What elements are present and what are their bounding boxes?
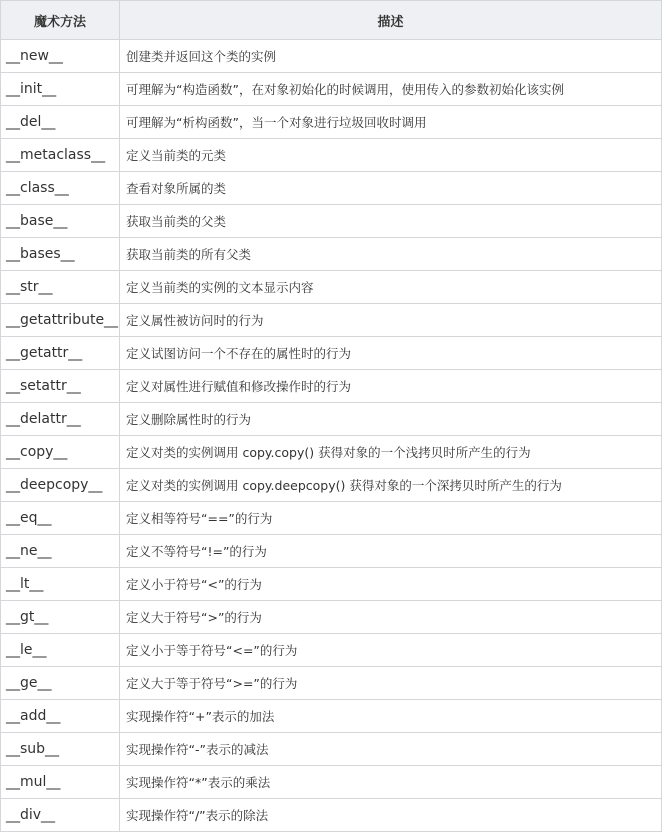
- method-name-cell: __new__: [1, 40, 120, 73]
- table-row: [1, 238, 662, 271]
- method-name-cell: __del__: [1, 106, 120, 139]
- column-header-description: 描述: [120, 1, 662, 40]
- table-row: [1, 502, 662, 535]
- table-row: [1, 667, 662, 700]
- method-name-cell: __deepcopy__: [1, 469, 120, 502]
- method-name-cell: __ge__: [1, 667, 120, 700]
- method-name-cell: __gt__: [1, 601, 120, 634]
- method-description-cell: 定义相等符号“==”的行为: [120, 502, 662, 535]
- method-description-cell: 获取当前类的所有父类: [120, 238, 662, 271]
- method-name-cell: __getattr__: [1, 337, 120, 370]
- method-description-cell: 定义对类的实例调用 copy.deepcopy() 获得对象的一个深拷贝时所产生的行为: [120, 469, 662, 502]
- method-description-cell: 定义大于等于符号“>=”的行为: [120, 667, 662, 700]
- table-row: [1, 370, 662, 403]
- method-description-cell: 可理解为“构造函数”，在对象初始化的时候调用，使用传入的参数初始化该实例: [120, 73, 662, 106]
- table-row: [1, 766, 662, 799]
- method-name-cell: __add__: [1, 700, 120, 733]
- method-name-cell: __class__: [1, 172, 120, 205]
- method-name-cell: __ne__: [1, 535, 120, 568]
- method-description-cell: 定义当前类的元类: [120, 139, 662, 172]
- column-header-method: 魔术方法: [1, 1, 120, 40]
- method-description-cell: 定义当前类的实例的文本显示内容: [120, 271, 662, 304]
- method-description-cell: 定义大于符号“>”的行为: [120, 601, 662, 634]
- table-body: [1, 40, 662, 832]
- method-description-cell: 定义删除属性时的行为: [120, 403, 662, 436]
- table-row: [1, 205, 662, 238]
- method-description-cell: 实现操作符“/”表示的除法: [120, 799, 662, 832]
- method-description-cell: 可理解为“析构函数”，当一个对象进行垃圾回收时调用: [120, 106, 662, 139]
- table-row: [1, 106, 662, 139]
- method-name-cell: __eq__: [1, 502, 120, 535]
- method-description-cell: 实现操作符“-”表示的减法: [120, 733, 662, 766]
- method-name-cell: __bases__: [1, 238, 120, 271]
- method-name-cell: __setattr__: [1, 370, 120, 403]
- method-description-cell: 定义小于符号“<”的行为: [120, 568, 662, 601]
- method-description-cell: 定义属性被访问时的行为: [120, 304, 662, 337]
- method-name-cell: __metaclass__: [1, 139, 120, 172]
- method-name-cell: __mul__: [1, 766, 120, 799]
- table-row: [1, 733, 662, 766]
- method-description-cell: 定义对属性进行赋值和修改操作时的行为: [120, 370, 662, 403]
- table-row: [1, 403, 662, 436]
- table-row: [1, 799, 662, 832]
- table-row: [1, 436, 662, 469]
- method-name-cell: __base__: [1, 205, 120, 238]
- method-name-cell: __sub__: [1, 733, 120, 766]
- method-name-cell: __init__: [1, 73, 120, 106]
- method-description-cell: 定义小于等于符号“<=”的行为: [120, 634, 662, 667]
- method-description-cell: 获取当前类的父类: [120, 205, 662, 238]
- method-name-cell: __lt__: [1, 568, 120, 601]
- table-row: [1, 172, 662, 205]
- table-row: [1, 700, 662, 733]
- table-row: [1, 535, 662, 568]
- method-name-cell: __getattribute__: [1, 304, 120, 337]
- table-row: [1, 73, 662, 106]
- method-description-cell: 定义对类的实例调用 copy.copy() 获得对象的一个浅拷贝时所产生的行为: [120, 436, 662, 469]
- table-row: [1, 568, 662, 601]
- table-header-row: [1, 1, 662, 40]
- method-description-cell: 实现操作符“*”表示的乘法: [120, 766, 662, 799]
- table-row: [1, 634, 662, 667]
- method-description-cell: 定义试图访问一个不存在的属性时的行为: [120, 337, 662, 370]
- table-row: [1, 304, 662, 337]
- table-row: [1, 337, 662, 370]
- method-name-cell: __div__: [1, 799, 120, 832]
- method-name-cell: __le__: [1, 634, 120, 667]
- table-row: [1, 601, 662, 634]
- table-row: [1, 469, 662, 502]
- method-name-cell: __copy__: [1, 436, 120, 469]
- table-row: [1, 271, 662, 304]
- table-row: [1, 40, 662, 73]
- table-row: [1, 139, 662, 172]
- method-description-cell: 定义不等符号“!=”的行为: [120, 535, 662, 568]
- method-name-cell: __str__: [1, 271, 120, 304]
- method-description-cell: 查看对象所属的类: [120, 172, 662, 205]
- method-name-cell: __delattr__: [1, 403, 120, 436]
- method-description-cell: 实现操作符“+”表示的加法: [120, 700, 662, 733]
- method-description-cell: 创建类并返回这个类的实例: [120, 40, 662, 73]
